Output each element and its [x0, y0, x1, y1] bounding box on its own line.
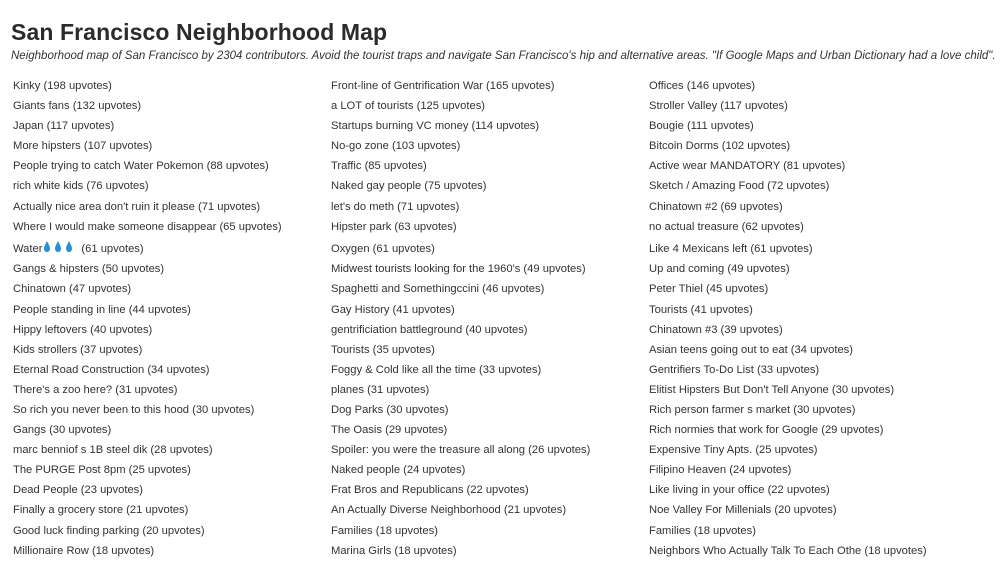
neighborhood-link[interactable]	[649, 380, 927, 400]
neighborhood-link[interactable]	[331, 76, 590, 96]
neighborhood-label: The PURGE Post 8pm (25 upvotes)	[13, 464, 191, 477]
neighborhood-label: Gangs (30 upvotes)	[13, 424, 112, 437]
neighborhood-label: People trying to catch Water Pokemon (88 upvotes)	[13, 160, 269, 173]
neighborhood-label: Asian teens going out to eat (34 upvotes)	[649, 343, 853, 356]
neighborhood-label: More hipsters (107 upvotes)	[13, 140, 153, 153]
neighborhood-label: Where I would make someone disappear (65 upvotes)	[13, 220, 282, 233]
neighborhood-label: Good luck finding parking (20 upvotes)	[13, 524, 205, 537]
neighborhood-link[interactable]	[649, 521, 927, 541]
neighborhood-link[interactable]	[13, 320, 282, 340]
neighborhood-link[interactable]	[331, 380, 590, 400]
neighborhood-label: Neighbors Who Actually Talk To Each Othe (18 upvotes)	[649, 544, 927, 557]
neighborhood-link[interactable]	[649, 300, 927, 320]
water-drop-icon	[44, 244, 50, 252]
neighborhood-label: Millionaire Row (18 upvotes)	[13, 544, 155, 557]
neighborhood-link[interactable]	[649, 440, 927, 460]
neighborhood-link[interactable]	[331, 541, 590, 561]
neighborhood-label: a LOT of tourists (125 upvotes)	[331, 100, 486, 113]
neighborhood-label: No-go zone (103 upvotes)	[331, 140, 461, 153]
neighborhood-column-1	[13, 76, 282, 561]
neighborhood-link[interactable]	[331, 96, 590, 116]
neighborhood-label: marc benniof s 1B steel dik (28 upvotes)	[13, 444, 213, 457]
neighborhood-label: Tourists (35 upvotes)	[331, 343, 435, 356]
neighborhood-link[interactable]	[649, 217, 927, 237]
neighborhood-label: no actual treasure (62 upvotes)	[649, 220, 804, 233]
neighborhood-label: Giants fans (132 upvotes)	[13, 100, 142, 113]
neighborhood-label: So rich you never been to this hood (30 upvotes)	[13, 404, 255, 416]
neighborhood-label: The Oasis (29 upvotes)	[331, 424, 448, 437]
neighborhood-label: There's a zoo here? (31 upvotes)	[13, 383, 178, 396]
neighborhood-label: An Actually Diverse Neighborhood (21 upvotes)	[331, 504, 567, 517]
neighborhood-link[interactable]	[331, 156, 590, 176]
neighborhood-label: Naked people (24 upvotes)	[331, 464, 466, 477]
neighborhood-label: Noe Valley For Millenials (20 upvotes)	[649, 504, 837, 517]
neighborhood-link[interactable]	[13, 541, 282, 561]
neighborhood-label: Hipster park (63 upvotes)	[331, 220, 457, 233]
neighborhood-link[interactable]	[331, 521, 590, 541]
neighborhood-label: Front-line of Gentrification War (165 upvotes)	[331, 80, 555, 92]
neighborhood-link[interactable]	[649, 76, 927, 96]
neighborhood-label: Rich normies that work for Google (29 upvotes)	[649, 424, 884, 437]
water-drops	[42, 239, 75, 259]
neighborhood-label: Eternal Road Construction (34 upvotes)	[13, 363, 210, 376]
neighborhood-label: Gentrifiers To-Do List (33 upvotes)	[649, 363, 820, 376]
neighborhood-link[interactable]	[649, 340, 927, 360]
neighborhood-link[interactable]	[649, 279, 927, 299]
neighborhood-label: Expensive Tiny Apts. (25 upvotes)	[649, 444, 818, 457]
page-title: San Francisco Neighborhood Map	[11, 19, 388, 45]
neighborhood-label: Active wear MANDATORY (81 upvotes)	[649, 160, 846, 173]
neighborhood-label: Dead People (23 upvotes)	[13, 484, 143, 497]
neighborhood-label: Kids strollers (37 upvotes)	[13, 343, 143, 356]
neighborhood-label: Offices (146 upvotes)	[649, 80, 756, 92]
neighborhood-link[interactable]	[331, 116, 590, 136]
neighborhood-link[interactable]	[649, 156, 927, 176]
neighborhood-link[interactable]	[649, 176, 927, 196]
neighborhood-link[interactable]	[331, 279, 590, 299]
neighborhood-link[interactable]	[331, 239, 590, 259]
neighborhood-label: Spaghetti and Somethingccini (46 upvotes)	[331, 283, 545, 296]
neighborhood-link[interactable]	[13, 217, 282, 237]
neighborhood-label: Elitist Hipsters But Don't Tell Anyone (30 upvotes)	[649, 383, 895, 396]
neighborhood-label: gentrificiation battleground (40 upvotes)	[331, 323, 528, 336]
neighborhood-link[interactable]	[13, 500, 282, 520]
upvote-count: (61 upvotes)	[81, 243, 144, 256]
neighborhood-link[interactable]	[649, 360, 927, 380]
neighborhood-link[interactable]	[13, 96, 282, 116]
neighborhood-link[interactable]	[13, 460, 282, 480]
neighborhood-label: Gay History (41 upvotes)	[331, 303, 455, 316]
neighborhood-link[interactable]	[13, 176, 282, 196]
page-subtitle: Neighborhood map of San Francisco by 2304 contributors. Avoid the tourist traps and navigate San Francisco's hip and alternative areas. "If Google Maps and Urban Dictionary had a love child".	[11, 50, 996, 62]
neighborhood-label: Water	[13, 243, 43, 256]
neighborhood-link[interactable]	[13, 440, 282, 460]
neighborhood-label: Rich person farmer s market (30 upvotes)	[649, 404, 856, 416]
neighborhood-label: let's do meth (71 upvotes)	[331, 200, 460, 213]
neighborhood-label: Families (18 upvotes)	[649, 524, 756, 537]
neighborhood-label: Stroller Valley (117 upvotes)	[649, 100, 788, 113]
neighborhood-label: Chinatown (47 upvotes)	[13, 283, 132, 296]
neighborhood-column-3	[649, 76, 927, 561]
neighborhood-label: Families (18 upvotes)	[331, 524, 438, 537]
neighborhood-link[interactable]	[13, 76, 282, 96]
neighborhood-link[interactable]	[13, 360, 282, 380]
neighborhood-link[interactable]	[649, 460, 927, 480]
neighborhood-label: Foggy & Cold like all the time (33 upvotes)	[331, 363, 542, 376]
water-drop-icon	[66, 244, 72, 252]
neighborhood-label: Dog Parks (30 upvotes)	[331, 404, 449, 416]
neighborhood-label: Frat Bros and Republicans (22 upvotes)	[331, 484, 529, 497]
neighborhood-label: Up and coming (49 upvotes)	[649, 263, 790, 276]
neighborhood-link[interactable]	[331, 480, 590, 500]
neighborhood-link[interactable]	[331, 217, 590, 237]
neighborhood-link[interactable]	[649, 239, 927, 259]
neighborhood-link[interactable]	[13, 480, 282, 500]
neighborhood-label: Actually nice area don't ruin it please (71 upvotes)	[13, 200, 261, 213]
neighborhood-link[interactable]	[13, 279, 282, 299]
neighborhood-label: Bitcoin Dorms (102 upvotes)	[649, 140, 791, 153]
neighborhood-label: Sketch / Amazing Food (72 upvotes)	[649, 180, 830, 193]
water-drop-icon	[55, 244, 61, 252]
neighborhood-link[interactable]	[649, 197, 927, 217]
neighborhood-label: Japan (117 upvotes)	[13, 120, 115, 133]
neighborhood-label: Hippy leftovers (40 upvotes)	[13, 323, 153, 336]
neighborhood-link[interactable]	[13, 400, 282, 420]
neighborhood-link[interactable]	[649, 320, 927, 340]
neighborhood-link[interactable]	[13, 136, 282, 156]
neighborhood-link[interactable]	[649, 541, 927, 561]
neighborhood-label: planes (31 upvotes)	[331, 383, 430, 396]
neighborhood-link[interactable]	[13, 340, 282, 360]
neighborhood-label: Kinky (198 upvotes)	[13, 80, 112, 92]
neighborhood-link[interactable]	[649, 136, 927, 156]
neighborhood-label: Chinatown #3 (39 upvotes)	[649, 323, 783, 336]
neighborhood-link[interactable]	[13, 300, 282, 320]
neighborhood-link[interactable]	[331, 460, 590, 480]
neighborhood-link[interactable]	[331, 136, 590, 156]
neighborhood-label: Filipino Heaven (24 upvotes)	[649, 464, 792, 477]
neighborhood-label: Gangs & hipsters (50 upvotes)	[13, 263, 165, 276]
neighborhood-link[interactable]	[649, 116, 927, 136]
neighborhood-link[interactable]	[331, 320, 590, 340]
neighborhood-link[interactable]	[331, 259, 590, 279]
neighborhood-label: Like 4 Mexicans left (61 upvotes)	[649, 243, 813, 256]
neighborhood-label: People standing in line (44 upvotes)	[13, 303, 191, 316]
neighborhood-link[interactable]	[649, 400, 927, 420]
neighborhood-link[interactable]	[331, 440, 590, 460]
neighborhood-label: Tourists (41 upvotes)	[649, 303, 753, 316]
neighborhood-link[interactable]	[331, 340, 590, 360]
neighborhood-label: Like living in your office (22 upvotes)	[649, 484, 830, 497]
neighborhood-link[interactable]	[649, 500, 927, 520]
neighborhood-link[interactable]	[13, 239, 282, 259]
neighborhood-link[interactable]	[649, 480, 927, 500]
neighborhood-link[interactable]	[13, 521, 282, 541]
neighborhood-link[interactable]	[13, 380, 282, 400]
neighborhood-link[interactable]	[13, 156, 282, 176]
neighborhood-label: Bougie (111 upvotes)	[649, 120, 754, 133]
neighborhood-link[interactable]	[331, 400, 590, 420]
neighborhood-link[interactable]	[331, 197, 590, 217]
neighborhood-link[interactable]	[331, 500, 590, 520]
neighborhood-label: Peter Thiel (45 upvotes)	[649, 283, 769, 296]
neighborhood-link[interactable]	[331, 420, 590, 440]
neighborhood-label: Chinatown #2 (69 upvotes)	[649, 200, 783, 213]
neighborhood-column-2	[331, 76, 590, 561]
neighborhood-label: Finally a grocery store (21 upvotes)	[13, 504, 189, 517]
neighborhood-label: Traffic (85 upvotes)	[331, 160, 427, 173]
neighborhood-link[interactable]	[13, 116, 282, 136]
neighborhood-link[interactable]	[649, 96, 927, 116]
neighborhood-link[interactable]	[331, 176, 590, 196]
neighborhood-label: Naked gay people (75 upvotes)	[331, 180, 487, 193]
neighborhood-label: Startups burning VC money (114 upvotes)	[331, 120, 540, 133]
neighborhood-link[interactable]	[13, 259, 282, 279]
neighborhood-label: Marina Girls (18 upvotes)	[331, 544, 457, 557]
neighborhood-link[interactable]	[13, 197, 282, 217]
neighborhood-link[interactable]	[331, 360, 590, 380]
neighborhood-label: Midwest tourists looking for the 1960's (49 upvotes)	[331, 263, 586, 276]
neighborhood-label: Spoiler: you were the treasure all along (26 upvotes)	[331, 444, 591, 457]
neighborhood-link[interactable]	[331, 300, 590, 320]
neighborhood-label: rich white kids (76 upvotes)	[13, 180, 149, 193]
neighborhood-link[interactable]	[649, 259, 927, 279]
neighborhood-link[interactable]	[13, 420, 282, 440]
neighborhood-link[interactable]	[649, 420, 927, 440]
neighborhood-label: Oxygen (61 upvotes)	[331, 243, 435, 256]
